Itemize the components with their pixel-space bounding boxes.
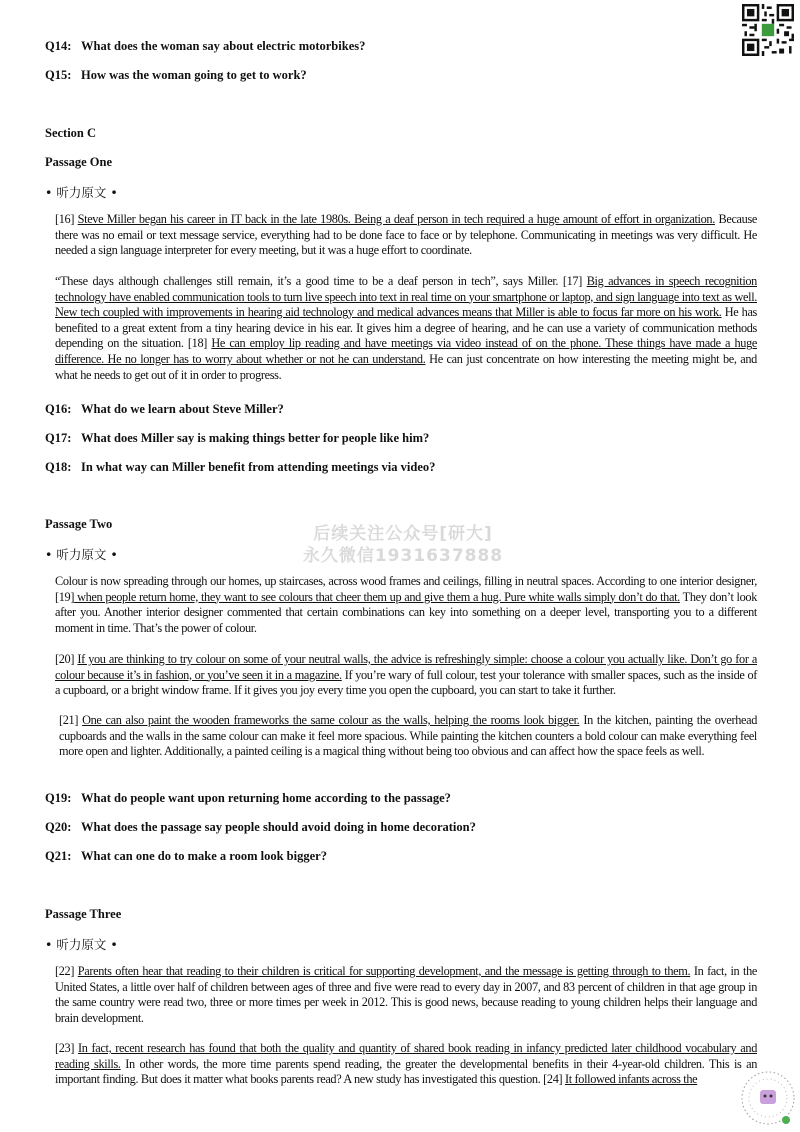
answer-tag: [20]	[55, 652, 78, 666]
question-q17	[45, 431, 429, 446]
question-number: Q18:	[45, 460, 72, 474]
original-text-label: • 听力原文 •	[45, 185, 118, 200]
passage-three-paragraph-1	[45, 964, 757, 1026]
question-text: What do people want upon returning home according to the passage?	[81, 791, 451, 805]
paragraph-text: If you’re wary of full colour, test your tolerance with smaller spaces, such as the inside of a cupboard, or a bright window frame. If it gives you joy every time you open the cupboard, you can start to take it further.	[55, 667, 757, 698]
question-q20	[45, 820, 476, 835]
answer-tag: [16]	[55, 212, 78, 226]
answer-sentence: In fact, recent research has found that both the quality and quantity of shared book reading in infancy predicted later childhood vocabulary and reading skills.	[55, 1041, 758, 1071]
question-text: How was the woman going to get to work?	[81, 68, 307, 82]
question-text: What does the passage say people should avoid doing in home decoration?	[81, 820, 476, 834]
answer-sentence: Parents often hear that reading to their children is critical for supporting development, and the message is getting through to them.	[77, 964, 691, 978]
answer-tag: [22]	[55, 964, 78, 978]
watermark-line: 后续关注公众号[研大]	[313, 524, 493, 544]
answer-sentence: If you are thinking to try colour on some of your neutral walls, the advice is refreshingly simple: choose a colour you actually like. Don’t go for a colour because it’s in fashion, or you’ve seen it in a magazine.	[55, 652, 758, 682]
paragraph-text: In the kitchen, painting the overhead cupboards and the walls in the same colour can make it feel more spacious. While painting the kitchen counters a bold colour can make everything feel more open and lighter. Additionally, a painted ceiling is a magical thing without being too obvious and can affect how the space feels as well.	[59, 713, 758, 759]
question-number: Q15:	[45, 68, 72, 82]
paragraph-text: “These days although challenges still remain, it’s a good time to be a deaf person in tech”, says Miller. [17]	[55, 274, 587, 288]
passage-three-paragraph-2	[45, 1041, 757, 1088]
question-q14	[45, 39, 365, 54]
paragraph-text: In other words, the more time parents spend reading, the greater the developmental benefits in their 4-year-old children. This is an important finding. But does it matter what books parents read? A new study has investigated this question. [24]	[55, 1056, 757, 1087]
watermark	[298, 523, 508, 567]
answer-tag: [21]	[59, 713, 83, 727]
passage-one-paragraph-1	[45, 212, 757, 259]
corner-badge-icon	[740, 1070, 796, 1126]
question-text: What does the woman say about electric motorbikes?	[81, 39, 366, 53]
question-text: What do we learn about Steve Miller?	[81, 402, 284, 416]
passage-one-paragraph-2	[45, 274, 757, 383]
passage-three-title: Passage Three	[45, 907, 122, 921]
passage-one-title: Passage One	[45, 155, 113, 169]
question-text: In what way can Miller benefit from attending meetings via video?	[81, 460, 436, 474]
answer-sentence: Steve Miller began his career in IT back in the late 1980s. Being a deaf person in tech required a huge amount of effort in organization.	[77, 212, 715, 226]
question-number: Q14:	[45, 39, 72, 53]
passage-two-paragraph-1	[45, 574, 757, 636]
question-q18	[45, 460, 435, 475]
watermark-line: 永久微信1931637888	[302, 546, 504, 566]
question-q19	[45, 791, 451, 806]
answer-sentence: It followed infants across the	[564, 1072, 698, 1087]
passage-two-paragraph-3	[45, 713, 757, 760]
question-number: Q17:	[45, 431, 72, 445]
original-text-label: • 听力原文 •	[45, 547, 118, 562]
question-number: Q20:	[45, 820, 72, 834]
question-number: Q21:	[45, 849, 72, 863]
qr-code-icon	[742, 4, 794, 56]
passage-two-paragraph-2	[45, 652, 757, 699]
answer-tag: [23]	[55, 1041, 79, 1055]
paragraph-text: They don’t look after you. Another interior designer commented that certain combinations can key into something on a deeper level, transporting you to a different moment in time. That’s the power of colour.	[55, 589, 757, 635]
passage-two-title: Passage Two	[45, 517, 113, 531]
paragraph-text: He has benefited to a great extent from a tiny hearing device in his ear. It gives him a degree of hearing, and he can use a variety of communication methods depending on the situation. [18]	[55, 305, 757, 351]
answer-sentence: when people return home, they want to see colours that cheer them up and give them a hug. Pure white walls simply don’t do that.	[74, 589, 680, 604]
section-heading: Section C	[45, 126, 97, 140]
paragraph-text: Because there was no email or text message service, everything had to be done face to face or by telephone. Communicating in meetings was very difficult. He needed a sign language interpreter for every meeting, but it was a huge effort to coordinate.	[55, 212, 758, 258]
question-number: Q16:	[45, 402, 72, 416]
question-q15	[45, 68, 307, 83]
question-text: What can one do to make a room look bigger?	[81, 849, 327, 863]
question-q21	[45, 849, 327, 864]
answer-sentence: Big advances in speech recognition technology have enabled communication tools to turn live speech into text in real time on your smartphone or laptop, and sign language into text as well. New tech coupled with improvements in hearing aid technology and medical advances means that Miller is able to focus far more on his work.	[55, 274, 757, 320]
paragraph-text: He can just concentrate on how interesting the meeting might be, and what he needs to get out of it in order to progress.	[55, 351, 757, 382]
question-q16	[45, 402, 284, 417]
question-text: What does Miller say is making things better for people like him?	[81, 431, 430, 445]
question-number: Q19:	[45, 791, 72, 805]
answer-sentence: He can employ lip reading and have meetings via video instead of on the phone. These things have made a huge difference. He no longer has to worry about whether or not he can understand.	[55, 336, 758, 366]
original-text-label: • 听力原文 •	[45, 937, 118, 952]
paragraph-text: In fact, in the United States, a little over half of children between ages of three and five were read to every day in 2007, and 83 percent of children in that age group in the same country were read two, three or more times per week in 2012. This is good news, because reading to young children helps their language and brain development.	[55, 964, 758, 1025]
paragraph-text: Colour is now spreading through our homes, up staircases, across wood frames and ceilings, filling in neutral spaces. According to one interior designer, [19]	[55, 574, 757, 604]
answer-sentence: One can also paint the wooden frameworks the same colour as the walls, helping the rooms look bigger.	[82, 713, 580, 727]
